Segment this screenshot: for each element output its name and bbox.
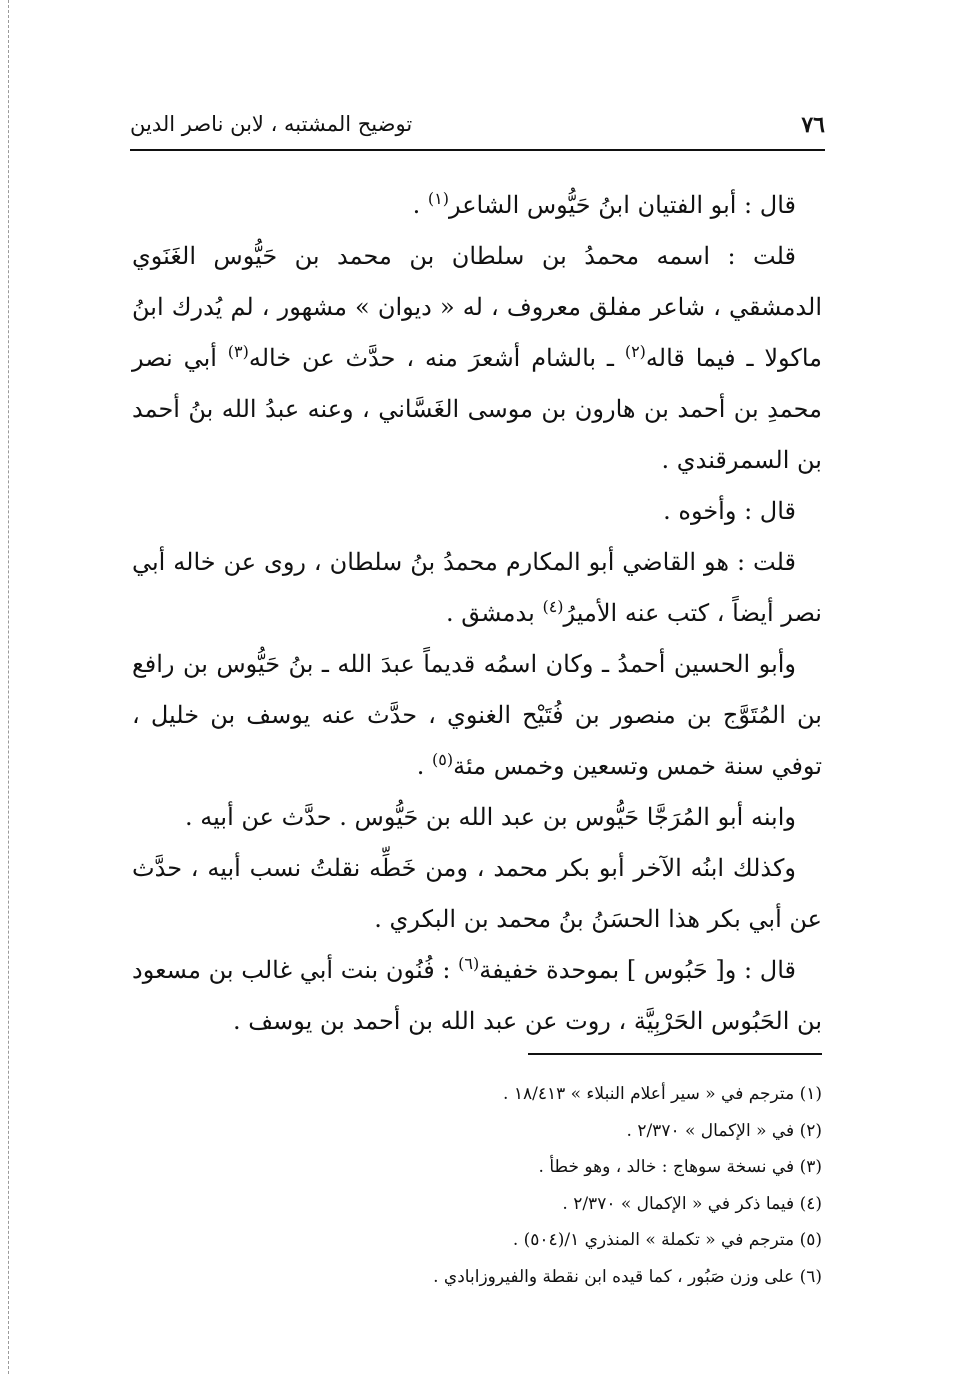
paragraph-4-text-b: بدمشق . [445, 599, 543, 627]
footnote-ref-2: (٢) [624, 342, 646, 361]
paragraph-4 [132, 537, 822, 639]
paragraph-5 [132, 639, 822, 792]
footnote-6: (٦) على وزن صَبُور ، كما قيده ابن نقطة والفيروزابادي . [433, 1266, 822, 1287]
paragraph-6-text: وابنه أبو المُرَجَّا حَيُّوس بن عبد الله بن حَيُّوس . حدَّث عن أبيه . [185, 803, 796, 831]
footnote-ref-4: (٤) [542, 597, 564, 616]
paragraph-2-text-c: أبي نصر محمدِ بن أحمد بن هارون بن موسى الغَسَّاني ، وعنه عبدُ الله بنُ أحمد بن السمرقندي . [132, 344, 822, 474]
page-header [130, 108, 825, 148]
header-rule [130, 149, 825, 151]
main-text [132, 180, 822, 1047]
footnote-ref-6: (٦) [458, 954, 480, 973]
paragraph-1-text: قال : أبو الفتيان ابنُ حَيُّوس الشاعر [448, 191, 796, 219]
paragraph-3-text: قال : وأخوه . [663, 497, 796, 525]
footnote-4: (٤) فيما ذكر في « الإكمال » ٢/٣٧٠ . [562, 1193, 822, 1214]
paragraph-6 [132, 792, 822, 843]
paragraph-2-text-b: ـ بالشام أشعرَ منه ، حدَّث عن خاله [248, 344, 625, 372]
paragraph-1-end: . [412, 191, 428, 219]
footnote-3: (٣) في نسخة سوهاج : خالد ، وهو خطأ . [538, 1157, 822, 1177]
footnotes [132, 1076, 822, 1295]
footnote-ref-1: (١) [427, 189, 449, 208]
paragraph-3 [132, 486, 822, 537]
footnote-separator [528, 1053, 822, 1055]
paragraph-4-text-a: قلت : هو القاضي أبو المكارم محمدُ بنُ سلطان ، روى عن خاله أبي نصر أيضاً ، كتب عنه الأميرُ [132, 548, 822, 627]
footnote-5: (٥) مترجم في « تكملة » المنذري ١/(٥٠٤) . [512, 1230, 822, 1250]
paragraph-8-text-a: قال : و[ حَبُوس ] بموحدة خفيفة [479, 956, 797, 984]
paragraph-1 [132, 180, 822, 231]
footnote-ref-3: (٣) [227, 342, 249, 361]
paragraph-2 [132, 231, 822, 486]
running-title: توضيح المشتبه ، لابن ناصر الدين [130, 112, 413, 136]
footnote-1: (١) مترجم في « سير أعلام النبلاء » ١٨/٤١٣ . [503, 1084, 822, 1104]
paragraph-5-text-b: . [416, 752, 433, 780]
page-number: ٧٦ [801, 112, 825, 138]
paragraph-8 [132, 945, 822, 1047]
scan-edge-line [8, 0, 10, 1374]
paragraph-7 [132, 843, 822, 945]
footnote-ref-5: (٥) [432, 750, 454, 769]
paragraph-2-text-a: قلت : اسمه محمدُ بن سلطان بن محمد بن حَيُّوس الغَنَوي الدمشقي ، شاعر مفلق معروف ، له « ديوان » مشهور ، لم يُدرك ابنُ ماكولا ـ فيما قاله [132, 242, 823, 372]
paragraph-5-text-a: وأبو الحسين أحمدُ ـ وكان اسمُه قديماً عبدَ الله ـ بنُ حَيُّوس بن رافع بن المُتَوَّج بن منصور بن فُتَيْح الغنوي ، حدَّث عنه يوسف بن خليل ، توفي سنة خمس وتسعين وخمس مئة [132, 650, 822, 780]
paragraph-8-text-b: : فُنُون بنت أبي غالب بن مسعود بن الحَبُوس الحَرْبِيَّة ، روت عن عبد الله بن أحمد بن يوسف . [132, 956, 822, 1035]
paragraph-7-text: وكذلك ابنُه الآخر أبو بكر محمد ، ومن خَطِّه نقلتُ نسب أبيه ، حدَّث عن أبي بكر هذا الحسَنُ بنُ محمد بن البكري . [132, 854, 822, 933]
footnote-2: (٢) في « الإكمال » ٢/٣٧٠ . [626, 1120, 822, 1141]
